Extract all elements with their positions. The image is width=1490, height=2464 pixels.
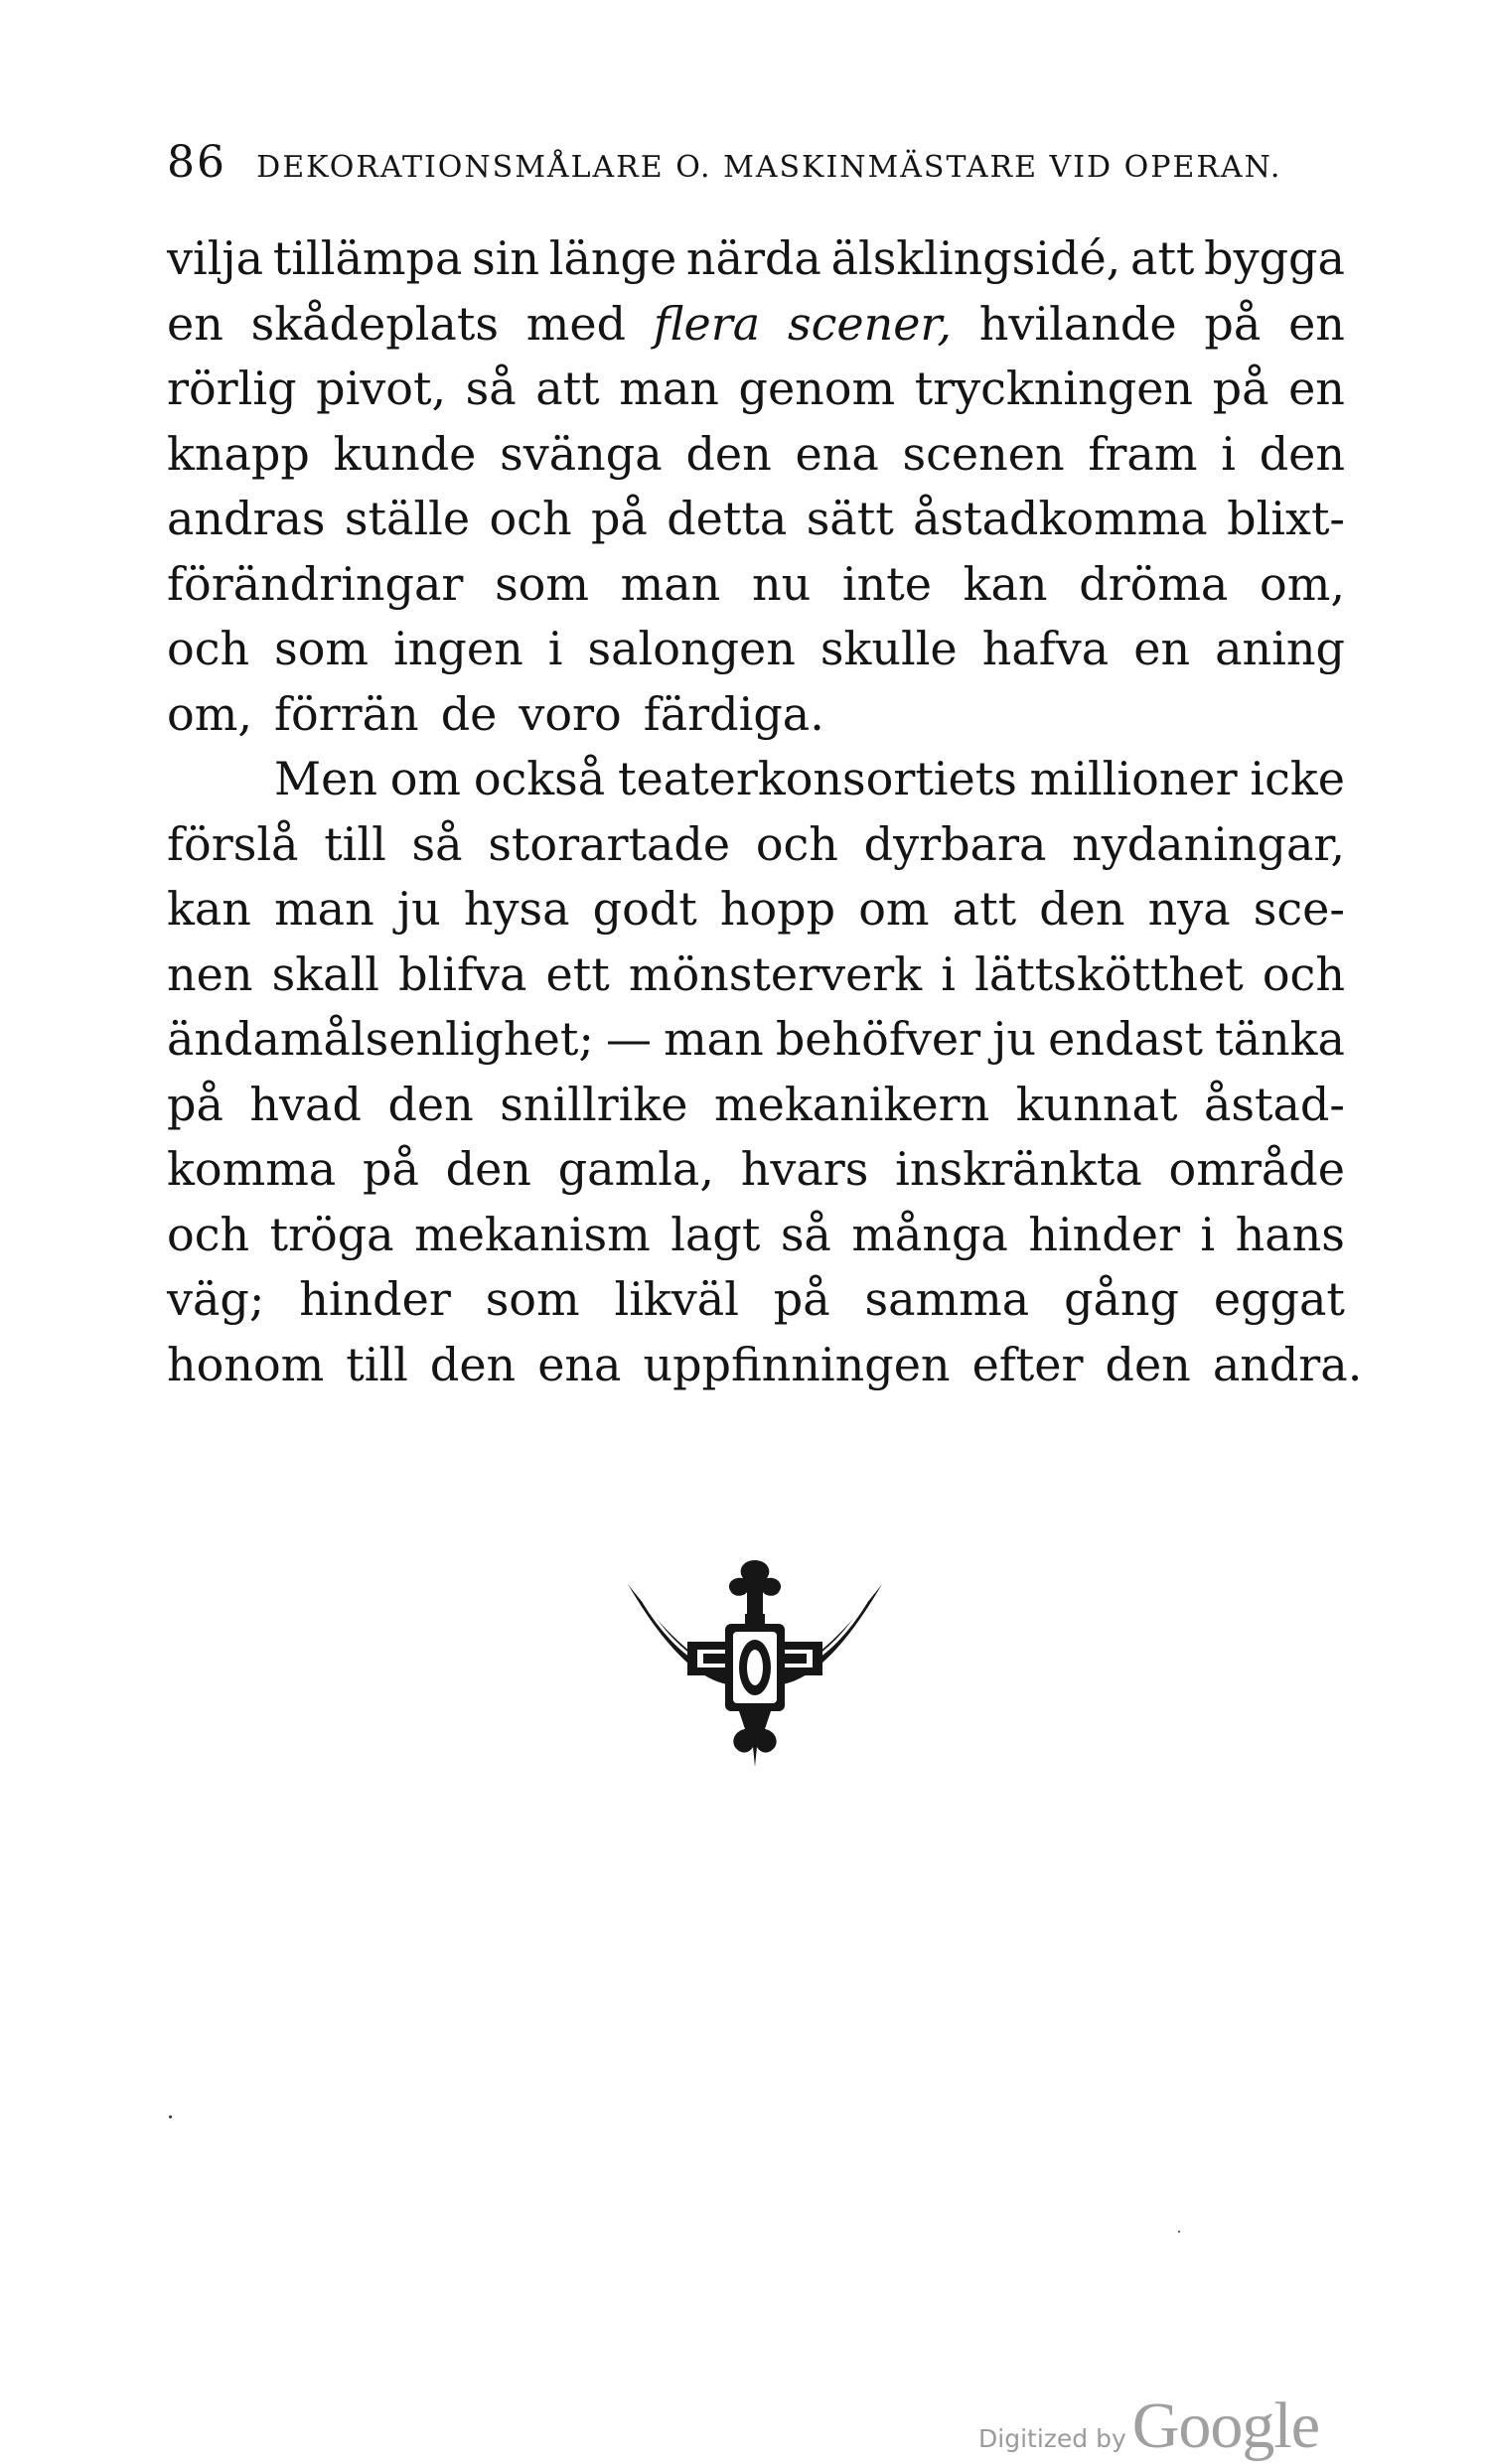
word: till — [324, 816, 386, 871]
word: med — [525, 296, 627, 351]
word: snillrike — [500, 1077, 688, 1131]
word: kunnat — [1015, 1077, 1178, 1131]
word: uppfinningen — [643, 1337, 951, 1391]
word: den — [1039, 882, 1125, 936]
word: tröga — [269, 1207, 394, 1261]
word: i — [1200, 1207, 1216, 1261]
word: inte — [841, 556, 932, 611]
word: och — [167, 622, 250, 675]
text-line — [167, 552, 1345, 618]
word: rörlig — [167, 362, 297, 415]
word: som — [485, 1272, 580, 1326]
word: icke — [1250, 752, 1345, 805]
word: den — [1259, 426, 1345, 481]
word: i — [941, 946, 957, 1001]
word: den — [429, 1337, 517, 1391]
word: tillämpa — [272, 231, 463, 285]
word: andras — [167, 492, 326, 545]
word: på — [590, 492, 648, 545]
word: sce- — [1253, 882, 1345, 936]
word: närda — [685, 231, 821, 285]
word: ett — [545, 946, 610, 1001]
word: så — [465, 362, 517, 415]
word: och — [755, 816, 838, 871]
digitized-by-watermark — [978, 2389, 1319, 2464]
text-line — [167, 226, 1345, 292]
word: hvad — [249, 1077, 362, 1131]
running-head: DEKORATIONSMÅLARE O. MASKINMÄSTARE VID OPERAN. — [256, 150, 1282, 185]
word: ju — [396, 882, 441, 936]
word: om — [858, 882, 930, 936]
word: scenen — [902, 426, 1065, 481]
word: hvars — [740, 1142, 869, 1196]
word: de — [440, 686, 498, 741]
word: i — [1221, 426, 1236, 481]
word: blifva — [398, 946, 527, 1001]
word: bygga — [1204, 231, 1345, 285]
word: dröma — [1079, 556, 1229, 611]
page-header — [167, 137, 1349, 188]
word: på — [167, 1077, 224, 1131]
word: knapp — [167, 426, 310, 481]
word: den — [387, 1077, 474, 1131]
word: aning — [1215, 622, 1345, 675]
word: sin — [472, 231, 540, 285]
word: ingen — [393, 622, 523, 675]
word: en — [1133, 622, 1191, 675]
word: ändamålsenlighet; — [167, 1012, 594, 1066]
word: tänka — [1215, 1012, 1345, 1066]
word: också — [473, 752, 606, 805]
text-line — [167, 1267, 1345, 1333]
text-line — [167, 1007, 1345, 1073]
word: gamla, — [557, 1142, 714, 1196]
word: om — [389, 752, 462, 805]
word: hinder — [299, 1272, 451, 1326]
text-line — [167, 1073, 1345, 1138]
word: så — [780, 1207, 831, 1261]
speck-mark — [1178, 2231, 1180, 2233]
word — [788, 292, 952, 358]
word: gång — [1064, 1272, 1180, 1326]
word: på — [1204, 296, 1262, 351]
word: efter — [971, 1337, 1084, 1391]
word: länge — [548, 231, 677, 285]
text-line — [167, 942, 1345, 1008]
word: nu — [751, 556, 812, 611]
word: som — [274, 622, 370, 675]
word: man — [619, 362, 719, 415]
speck-mark — [169, 2115, 172, 2118]
text-line — [167, 747, 1345, 812]
page-number: 86 — [167, 137, 226, 188]
word: att — [952, 882, 1017, 936]
word: eggat — [1213, 1272, 1345, 1326]
word: den — [445, 1142, 531, 1196]
text-line — [167, 617, 1345, 682]
text-line — [167, 487, 1345, 552]
word: älsklingsidé, — [830, 231, 1121, 285]
word: på — [1212, 362, 1269, 415]
word: förrän — [273, 686, 419, 741]
italic-word: scener, — [787, 296, 952, 351]
text-line — [167, 812, 1345, 878]
word: område — [1168, 1142, 1345, 1196]
word: ju — [992, 1012, 1037, 1066]
word: en — [1288, 296, 1345, 351]
word: förändringar — [167, 556, 464, 611]
body-text — [167, 226, 1363, 1397]
word: inskränkta — [895, 1142, 1142, 1196]
word: blixt- — [1227, 492, 1345, 545]
word: fram — [1088, 426, 1198, 481]
word: hvilande — [978, 296, 1177, 351]
word: åstad- — [1203, 1077, 1345, 1131]
text-line — [167, 1203, 1345, 1268]
word: genom — [738, 362, 896, 415]
word: samma — [864, 1272, 1030, 1326]
google-logo: Google — [1131, 2390, 1320, 2462]
word: och — [167, 1207, 250, 1261]
word: att — [535, 362, 600, 415]
word: dyrbara — [863, 816, 1047, 871]
word: Men — [274, 752, 377, 805]
word: storartade — [488, 816, 731, 871]
word: komma — [167, 1142, 337, 1196]
word: man — [274, 882, 374, 936]
word: hinder — [1028, 1207, 1180, 1261]
word: mekanism — [414, 1207, 651, 1261]
word: en — [1288, 362, 1345, 415]
word: färdiga. — [643, 686, 824, 741]
word: lagt — [670, 1207, 761, 1261]
word: hysa — [463, 882, 570, 936]
word: nen — [167, 946, 253, 1001]
text-line — [167, 422, 1345, 488]
word: att — [1130, 231, 1195, 285]
word: likväl — [614, 1272, 739, 1326]
word: på — [363, 1142, 419, 1196]
word: mekanikern — [714, 1077, 990, 1131]
word: skall — [271, 946, 379, 1001]
word: lättskötthet — [974, 946, 1244, 1001]
word: voro — [519, 686, 622, 741]
word: hans — [1235, 1207, 1345, 1261]
word: skulle — [820, 622, 958, 675]
word: svänga — [500, 426, 663, 481]
word: som — [495, 556, 589, 611]
word: teaterkonsortiets — [618, 752, 1017, 805]
word: och — [489, 492, 572, 545]
word: salongen — [587, 622, 796, 675]
word: pivot, — [316, 362, 447, 415]
word: så — [411, 816, 463, 871]
word: nydaningar, — [1072, 816, 1345, 871]
word: tryckningen — [914, 362, 1194, 415]
italic-word: flera — [653, 296, 761, 351]
word — [654, 292, 760, 358]
word: till — [346, 1337, 408, 1391]
word: hopp — [719, 882, 836, 936]
fleuron-ornament — [626, 1554, 884, 1768]
text-line — [167, 877, 1345, 942]
word: endast — [1048, 1012, 1203, 1066]
word: förslå — [167, 816, 299, 871]
word: många — [851, 1207, 1008, 1261]
word: millioner — [1029, 752, 1238, 805]
text-line — [167, 682, 1345, 748]
word: om, — [1260, 556, 1345, 611]
word: godt — [592, 882, 697, 936]
word: andra. — [1212, 1337, 1363, 1391]
word: skådeplats — [250, 296, 499, 351]
text-line — [167, 357, 1345, 422]
word: och — [1262, 946, 1345, 1001]
word: den — [685, 426, 772, 481]
word: ena — [795, 426, 879, 481]
text-line — [167, 1137, 1345, 1203]
digitized-label: Digitized by — [978, 2424, 1126, 2453]
word: man — [620, 556, 721, 611]
word: väg; — [167, 1272, 265, 1326]
word: mönsterverk — [628, 946, 923, 1001]
word: åstadkomma — [913, 492, 1208, 545]
word: honom — [167, 1337, 325, 1391]
word: vilja — [167, 231, 264, 285]
word: nya — [1147, 882, 1231, 936]
text-line — [167, 1333, 1363, 1398]
word: ställe — [344, 492, 471, 545]
word: den — [1105, 1337, 1191, 1391]
text-line — [167, 292, 1345, 358]
word: — — [605, 1012, 652, 1066]
word: hafva — [981, 622, 1110, 675]
word: kunde — [333, 426, 477, 481]
word: kan — [963, 556, 1048, 611]
word: behöfver — [775, 1012, 981, 1066]
word: detta — [667, 492, 788, 545]
word: på — [773, 1272, 830, 1326]
word: sätt — [806, 492, 894, 545]
word: kan — [167, 882, 251, 936]
word: om, — [167, 686, 252, 741]
word: man — [664, 1012, 764, 1066]
word: i — [547, 622, 563, 675]
word: ena — [537, 1337, 622, 1391]
word: en — [167, 296, 224, 351]
